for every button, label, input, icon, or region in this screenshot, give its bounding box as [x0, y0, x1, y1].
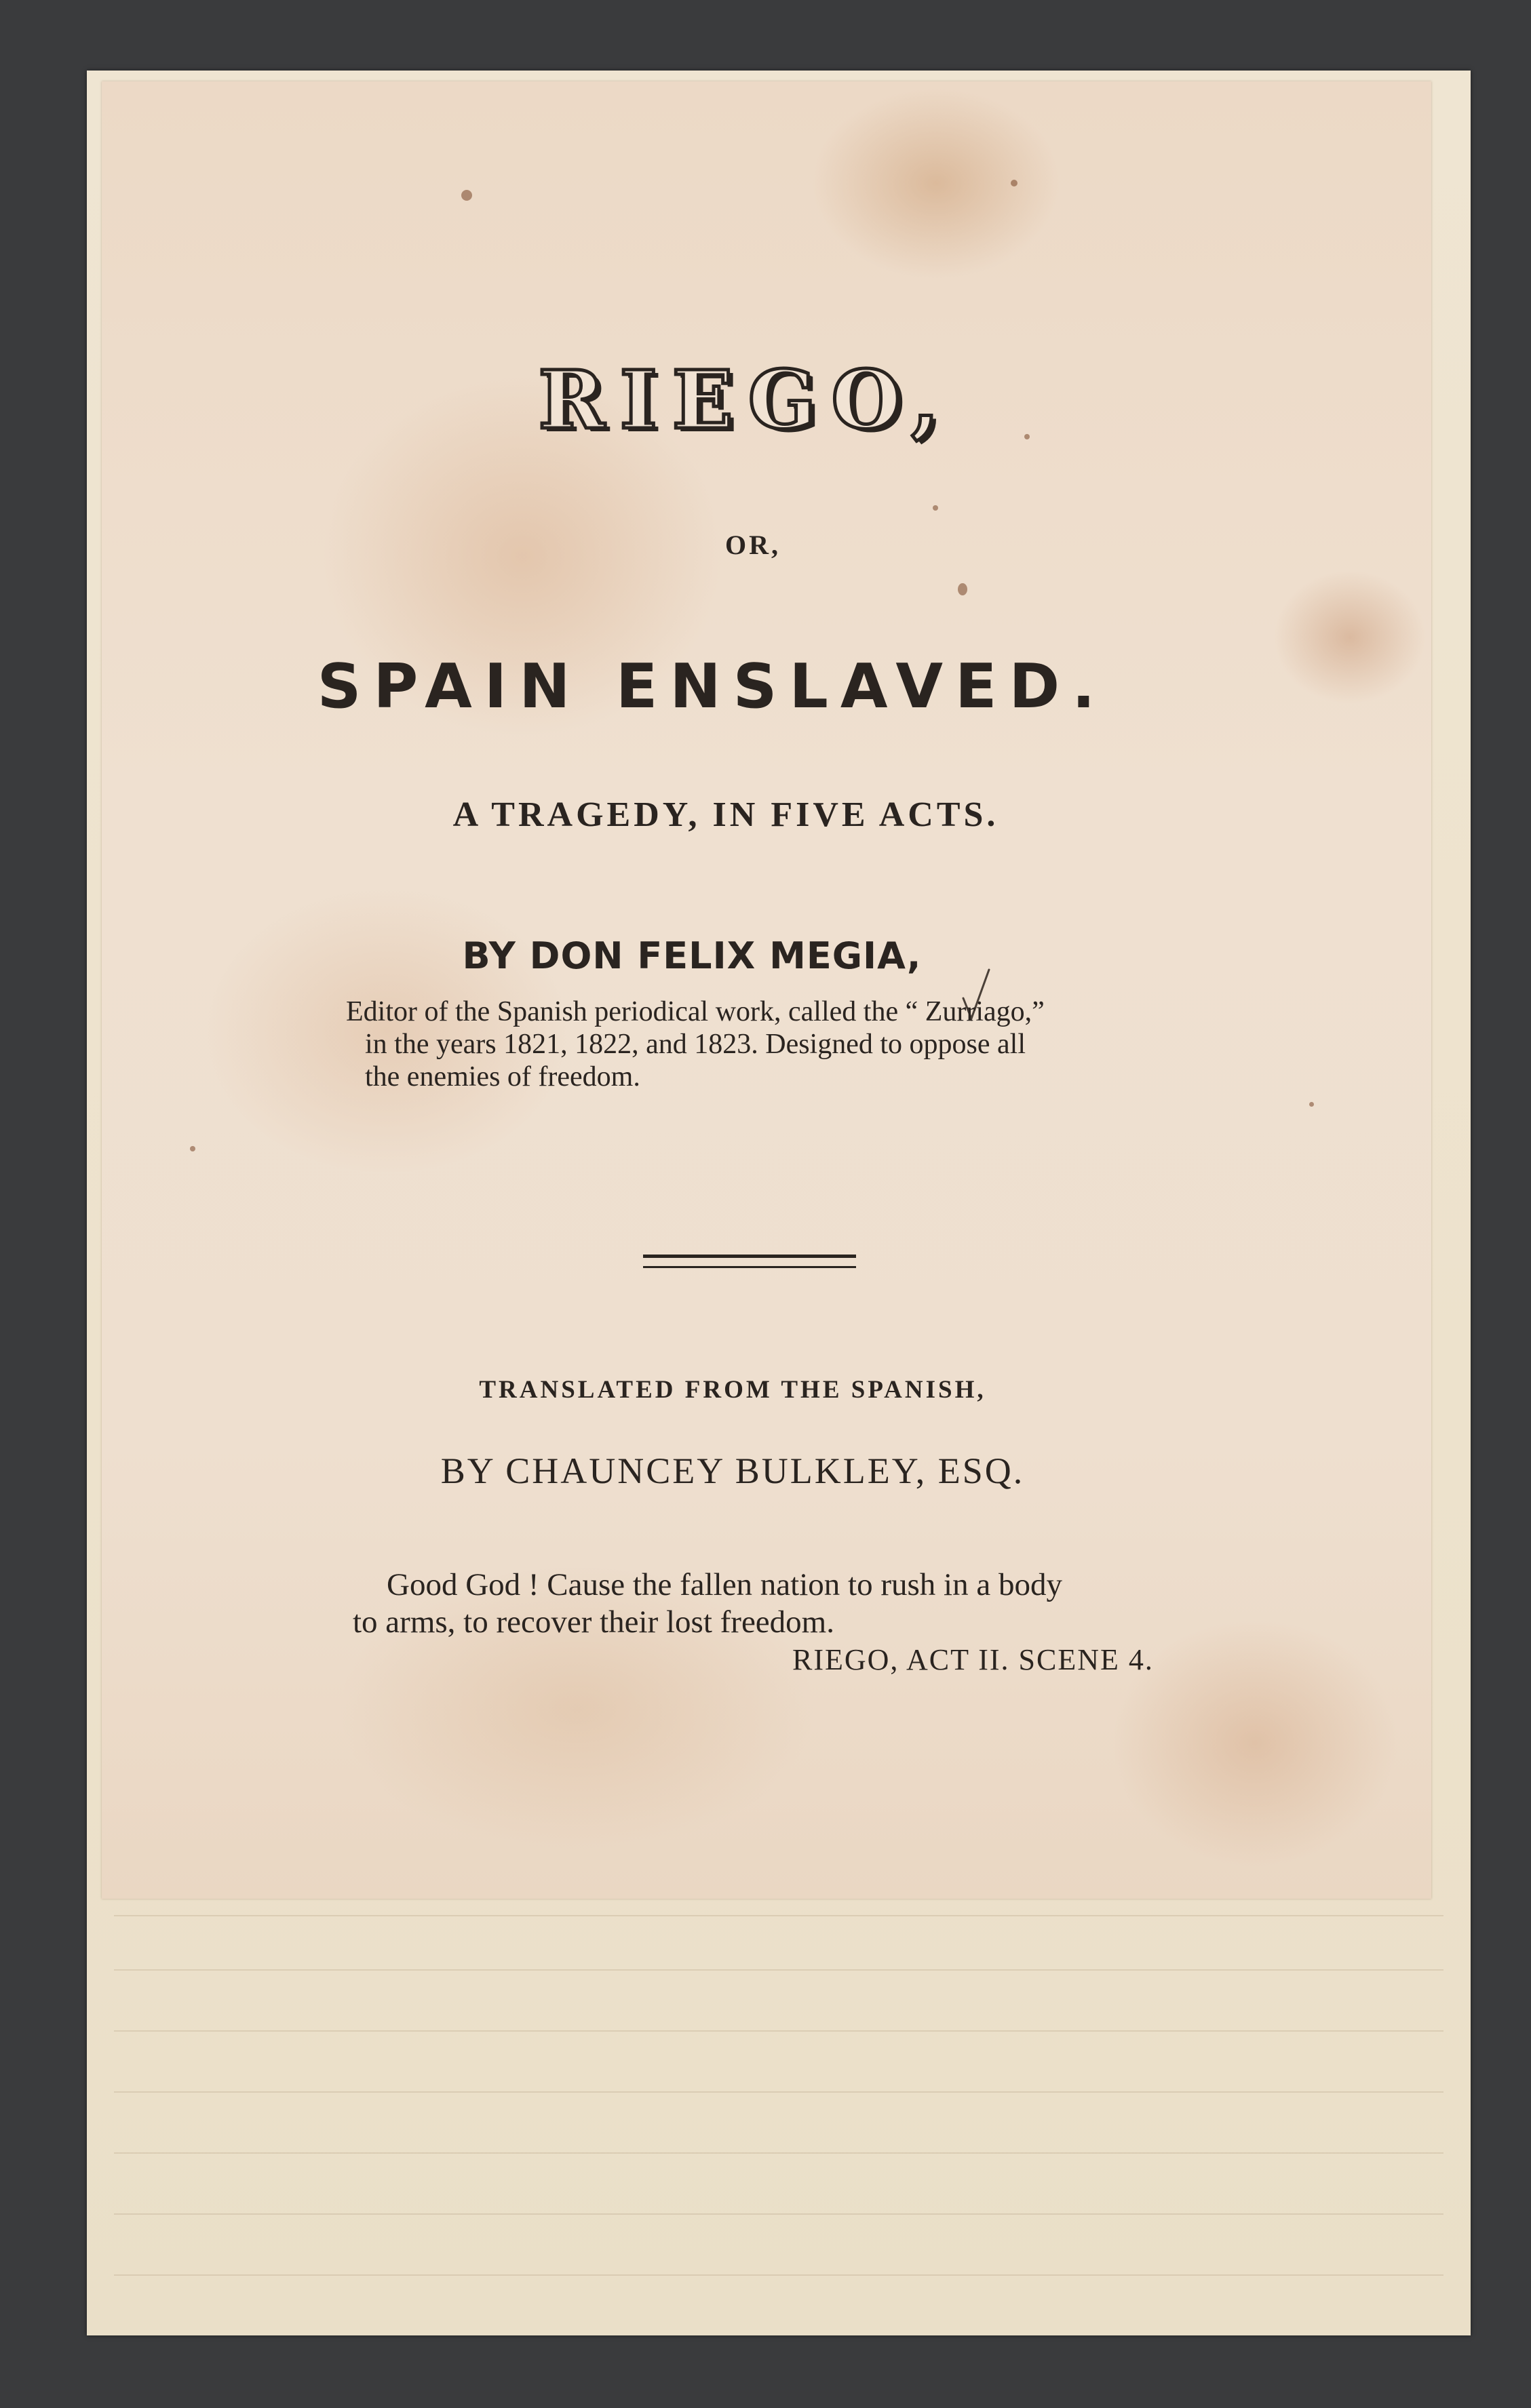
editor-line: in the years 1821, 1822, and 1823. Designed to oppose all — [365, 1029, 1026, 1060]
foxing-spot — [933, 505, 938, 511]
foxing-spot — [958, 583, 967, 595]
foxing-spot — [461, 190, 472, 201]
author-line: BY DON FELIX MEGIA, — [462, 934, 922, 977]
paper-line — [114, 2274, 1443, 2276]
foxing-spot — [1309, 1102, 1314, 1107]
epigraph-citation: RIEGO, ACT II. SCENE 4. — [792, 1643, 1154, 1676]
paper-line — [114, 2030, 1443, 2032]
title-page — [102, 81, 1431, 1899]
paper-line — [114, 2091, 1443, 2093]
paper-line — [114, 2152, 1443, 2154]
epigraph — [353, 1566, 1302, 1641]
genre-line: A TRAGEDY, IN FIVE ACTS. — [452, 795, 999, 834]
title-riego: RIEGO, — [538, 353, 954, 447]
paper-line — [114, 1915, 1443, 1916]
title-or: OR, — [725, 530, 781, 560]
editor-line: Editor of the Spanish periodical work, called the “ Zurriago,” — [346, 996, 1045, 1027]
foxing-spot — [190, 1146, 195, 1151]
subtitle-spain-enslaved: SPAIN ENSLAVED. — [317, 651, 1108, 722]
editor-line: the enemies of freedom. — [365, 1061, 640, 1092]
paper-line — [114, 2213, 1443, 2215]
epigraph-line: Good God ! Cause the fallen nation to rush in a body — [387, 1567, 1062, 1602]
epigraph-line: to arms, to recover their lost freedom. — [353, 1604, 834, 1640]
section-divider — [643, 1255, 856, 1268]
editor-description — [346, 995, 1296, 1093]
translator-line: BY CHAUNCEY BULKLEY, ESQ. — [440, 1450, 1025, 1491]
paper-line — [114, 1969, 1443, 1971]
foxing-spot — [1011, 180, 1018, 186]
translated-line: TRANSLATED FROM THE SPANISH, — [479, 1376, 986, 1404]
